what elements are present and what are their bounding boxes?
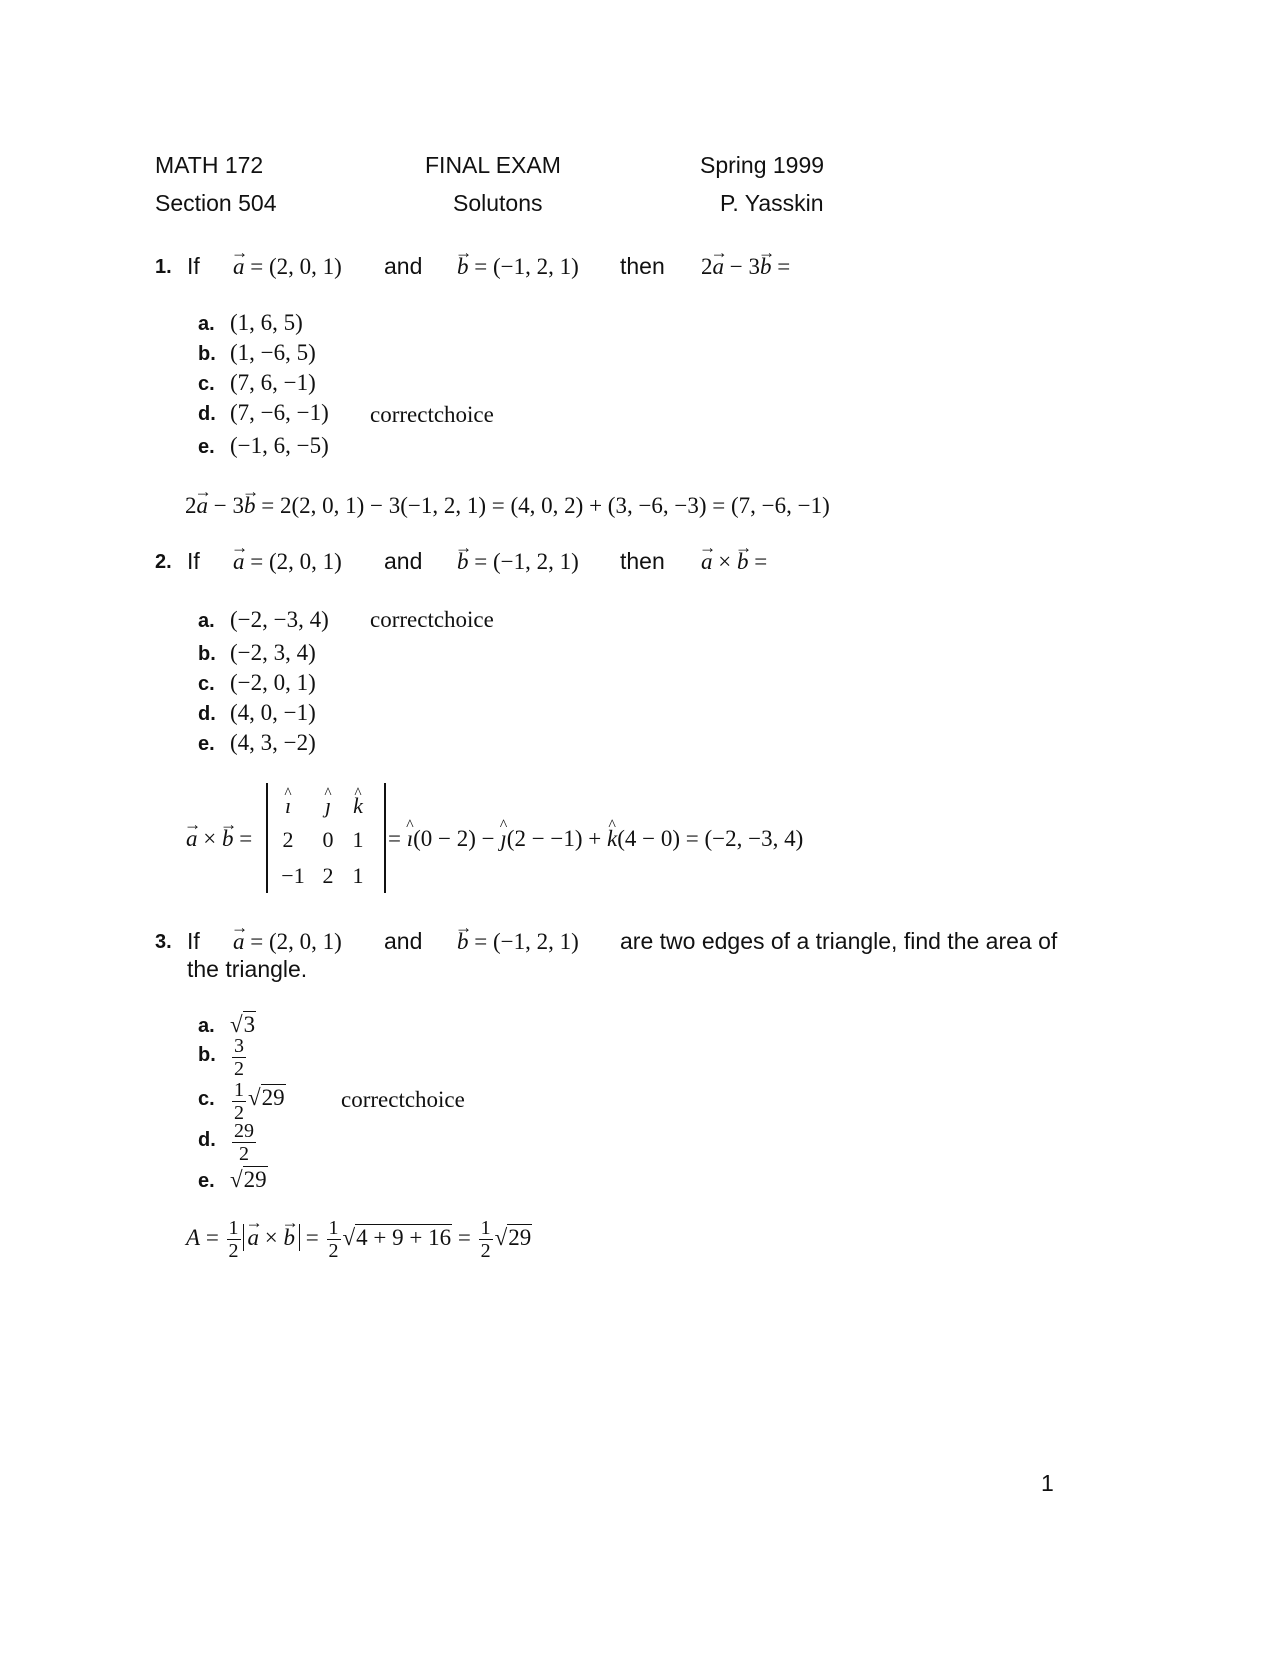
q1-choice-c: c. (7, 6, −1)	[198, 370, 316, 395]
q2-choices	[198, 607, 329, 760]
q3-if: If	[187, 928, 200, 954]
q2-a-definition: → a = (2, 0, 1)	[233, 549, 342, 575]
q1-and: and	[384, 253, 423, 279]
q3-question-text: are two edges of a triangle, find the area of	[620, 928, 1058, 954]
q2-det-expansion: = ^ ı(0 − 2) − ^ ȷ(2 − −1) + ^ k(4 − 0) = (−2, −3, 4)	[388, 826, 803, 852]
q3-correct-marker: correctchoice	[341, 1087, 465, 1112]
course-section: Section 504	[155, 190, 277, 216]
q2-then: then	[620, 548, 665, 574]
q3-choice-b: b. $\frac{3}{2}$	[198, 1035, 244, 1080]
q1-if: If	[187, 253, 200, 279]
q2-det-k: ^ k	[343, 793, 373, 819]
q3-b-definition: → b = (−1, 2, 1)	[457, 929, 579, 955]
q2-det-lhs: → a × → b =	[186, 826, 252, 852]
q1-choice-e: e. (−1, 6, −5)	[198, 433, 329, 458]
q1-choices	[198, 310, 329, 463]
q2-choice-c: c. (−2, 0, 1)	[198, 670, 316, 695]
q2-choice-b: b. (−2, 3, 4)	[198, 640, 316, 665]
q2-choice-e: e. (4, 3, −2)	[198, 730, 316, 755]
q3-number: 3.	[155, 931, 172, 953]
q2-det-r2c3: 1	[352, 827, 364, 852]
q1-choice-d: d. (7, −6, −1)	[198, 400, 329, 425]
q2-and: and	[384, 548, 423, 574]
q1-then: then	[620, 253, 665, 279]
q2-det-r3c2: 2	[322, 863, 334, 888]
q2-choice-a: a. (−2, −3, 4)	[198, 607, 329, 632]
exam-term: Spring 1999	[700, 152, 825, 178]
q3-solution: A = $\frac{1}{2}$ → a × → b = $\frac{1}{2}$ √4 + 9 + 16 = $\frac{1}{2}$ √29	[186, 1218, 532, 1261]
q3-choice-d: d. $\frac{29}{2}$	[198, 1120, 254, 1165]
q1-choice-a: a. (1, 6, 5)	[198, 310, 303, 335]
q1-a-definition: → a = (2, 0, 1)	[233, 254, 342, 280]
exam-title: FINAL EXAM	[425, 152, 561, 178]
page-number: 1	[1041, 1470, 1054, 1496]
q2-det-i: ^ ı	[273, 793, 303, 819]
q3-choice-e: e. √29	[198, 1167, 267, 1192]
q2-correct-marker: correctchoice	[370, 607, 494, 632]
q1-b-definition: → b = (−1, 2, 1)	[457, 254, 579, 280]
q1-correct-marker: correctchoice	[370, 402, 494, 427]
course-title: MATH 172	[155, 152, 264, 178]
q3-choice-c: c. $\frac{1}{2}$ √29	[198, 1079, 285, 1124]
q2-det-r2c1: 2	[282, 827, 294, 852]
q2-number: 2.	[155, 551, 172, 573]
exam-subtitle: Solutons	[453, 190, 543, 216]
q3-choice-a: a. √3	[198, 1012, 256, 1037]
q3-question-text-cont: the triangle.	[187, 956, 308, 982]
q1-number: 1.	[155, 256, 172, 278]
q2-b-definition: → b = (−1, 2, 1)	[457, 549, 579, 575]
q2-det-r2c2: 0	[322, 827, 334, 852]
q2-det-j: ^ ȷ	[313, 793, 343, 819]
q1-solution: 2→ a − 3→ b = 2(2, 0, 1) − 3(−1, 2, 1) = (4, 0, 2) + (3, −6, −3) = (7, −6, −1)	[185, 493, 830, 519]
q2-det-r3c1: −1	[281, 863, 305, 888]
q2-expression: → a × → b =	[701, 549, 767, 575]
q2-det-r3c3: 1	[352, 863, 364, 888]
q3-and: and	[384, 928, 423, 954]
q2-if: If	[187, 548, 200, 574]
q1-choice-b: b. (1, −6, 5)	[198, 340, 316, 365]
q2-choice-d: d. (4, 0, −1)	[198, 700, 316, 725]
instructor-name: P. Yasskin	[720, 190, 824, 216]
q1-expression: 2→ a − 3→ b =	[701, 254, 790, 280]
q3-a-definition: → a = (2, 0, 1)	[233, 929, 342, 955]
